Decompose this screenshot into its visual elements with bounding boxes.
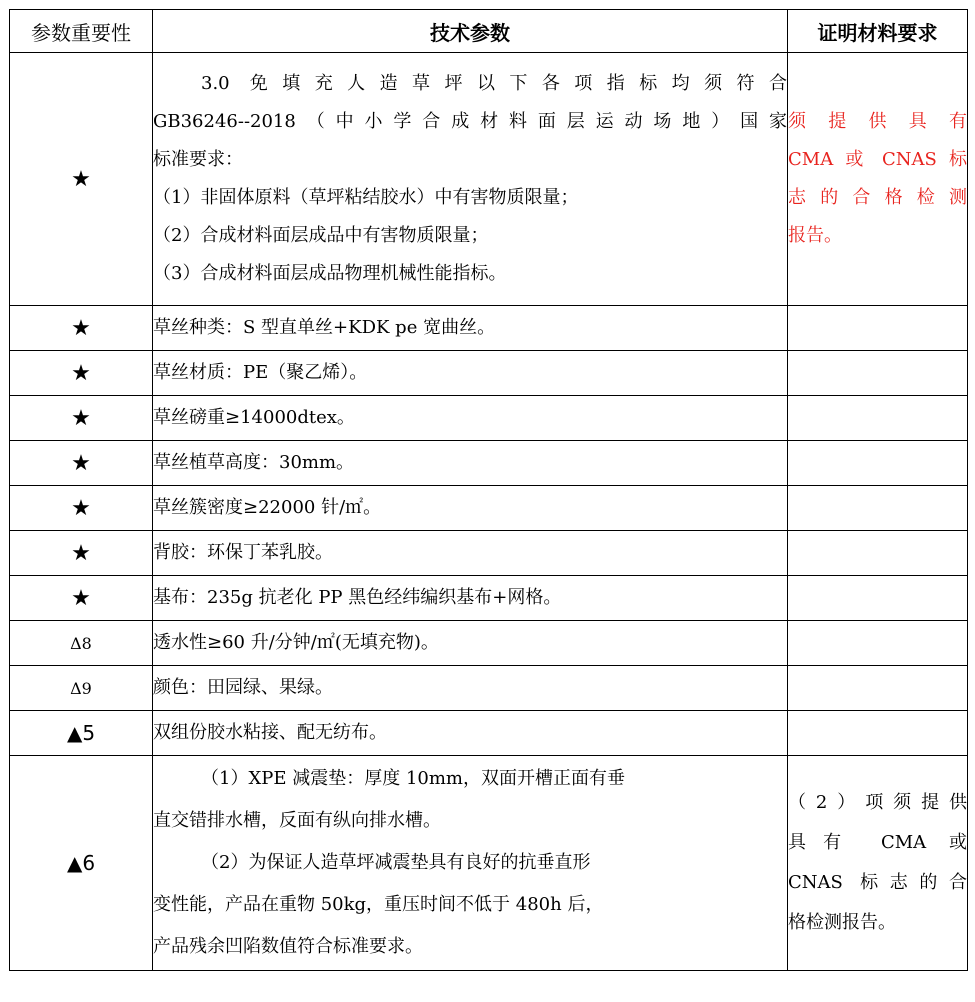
evidence-line: CNAS 标志的合: [788, 872, 967, 893]
table-row: [10, 621, 968, 666]
param-line: （2）合成材料面层成品中有害物质限量；: [153, 225, 489, 246]
importance-star: ★: [10, 396, 153, 441]
table-row: [10, 576, 968, 621]
importance-star: ★: [10, 441, 153, 486]
param-line: 直交错排水槽，反面有纵向排水槽。: [153, 810, 441, 831]
evidence-cell: [788, 53, 968, 306]
table-row: [10, 531, 968, 576]
importance-star: ★: [10, 486, 153, 531]
evidence-cell-empty: [788, 486, 968, 531]
param-line: （1）XPE 减震垫：厚度 10mm，双面开槽正面有垂: [201, 768, 626, 789]
param-line: GB36246--2018（中小学合成材料面层运动场地）国家: [153, 111, 787, 132]
param-cell: [153, 756, 788, 971]
importance-triangle: ▲5: [10, 711, 153, 756]
importance-star: ★: [10, 53, 153, 306]
evidence-line: 格检测报告。: [788, 912, 896, 933]
evidence-line: 具有 CMA 或: [788, 832, 967, 853]
param-text: 草丝种类：S 型直单丝+KDK pe 宽曲丝。: [153, 306, 788, 351]
importance-star: ★: [10, 531, 153, 576]
header-evidence-requirements: 证明材料要求: [788, 10, 968, 53]
evidence-cell-empty: [788, 576, 968, 621]
param-line: 标准要求：: [153, 149, 243, 170]
table-row: [10, 486, 968, 531]
param-text: 草丝植草高度：30mm。: [153, 441, 788, 486]
evidence-line: CMA 或 CNAS 标: [788, 149, 967, 170]
param-text: 基布：235g 抗老化 PP 黑色经纬编织基布+网格。: [153, 576, 788, 621]
importance-star: ★: [10, 306, 153, 351]
param-text: 透水性≥60 升/分钟/㎡(无填充物)。: [153, 621, 788, 666]
table-row: [10, 53, 968, 306]
param-line: （1）非固体原料（草坪粘结胶水）中有害物质限量；: [153, 187, 579, 208]
importance-triangle: ▲6: [10, 756, 153, 971]
param-line: （3）合成材料面层成品物理机械性能指标。: [153, 263, 507, 284]
evidence-cell-empty: [788, 531, 968, 576]
param-cell: [153, 53, 788, 306]
param-text: 草丝簇密度≥22000 针/㎡。: [153, 486, 788, 531]
param-text: 草丝材质：PE（聚乙烯）。: [153, 351, 788, 396]
table-row: [10, 666, 968, 711]
evidence-line: 须提供具有: [788, 111, 967, 132]
param-text: 草丝磅重≥14000dtex。: [153, 396, 788, 441]
table-row: [10, 351, 968, 396]
evidence-cell-empty: [788, 666, 968, 711]
evidence-line: 报告。: [788, 225, 842, 246]
evidence-cell-empty: [788, 351, 968, 396]
evidence-line: （2）项须提供: [788, 792, 967, 813]
table-row: [10, 306, 968, 351]
param-line: 3.0 免填充人造草坪以下各项指标均须符合: [201, 73, 787, 94]
importance-delta: Δ8: [10, 621, 153, 666]
param-text: 背胶：环保丁苯乳胶。: [153, 531, 788, 576]
evidence-cell-empty: [788, 441, 968, 486]
param-line: 变性能，产品在重物 50kg，重压时间不低于 480h 后，: [153, 894, 604, 915]
evidence-cell-empty: [788, 306, 968, 351]
table-row: [10, 441, 968, 486]
evidence-cell-empty: [788, 621, 968, 666]
header-technical-params: 技术参数: [153, 10, 788, 53]
table-row: [10, 756, 968, 971]
param-line: 产品残余凹陷数值符合标准要求。: [153, 936, 423, 957]
evidence-line: 志的合格检测: [788, 187, 967, 208]
header-importance: 参数重要性: [10, 10, 153, 53]
param-line: （2）为保证人造草坪减震垫具有良好的抗垂直形: [201, 852, 591, 873]
evidence-cell-empty: [788, 396, 968, 441]
param-text: 双组份胶水粘接、配无纺布。: [153, 711, 788, 756]
technical-spec-table: [9, 9, 968, 971]
importance-star: ★: [10, 576, 153, 621]
table-row: [10, 711, 968, 756]
evidence-cell-empty: [788, 711, 968, 756]
table-header-row: [10, 10, 968, 53]
param-text: 颜色：田园绿、果绿。: [153, 666, 788, 711]
evidence-cell: [788, 756, 968, 971]
table-row: [10, 396, 968, 441]
importance-star: ★: [10, 351, 153, 396]
importance-delta: Δ9: [10, 666, 153, 711]
